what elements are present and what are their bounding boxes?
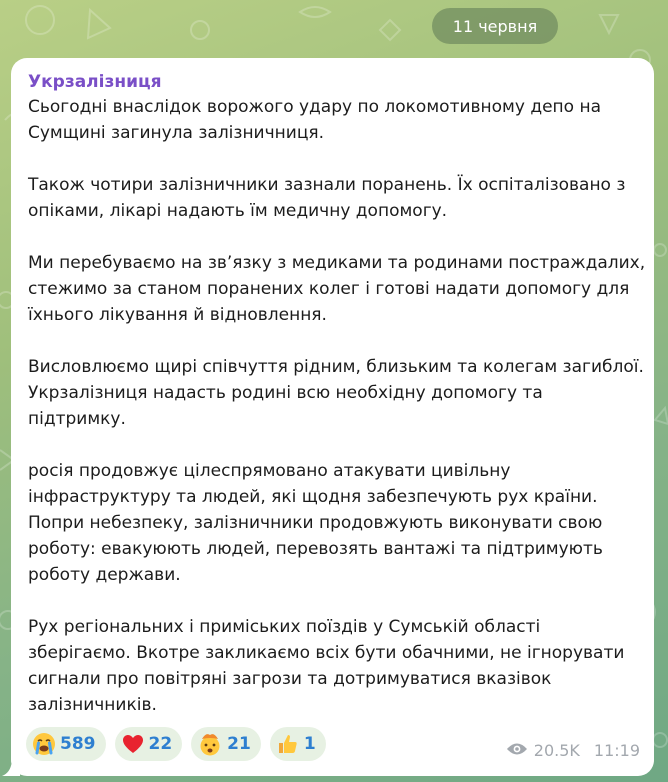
reaction-count: 22 — [148, 734, 173, 754]
message-bubble[interactable] — [11, 58, 654, 776]
message-paragraph: Сьогодні внаслідок ворожого удару по локомотивному депо на Сумщині загинула залізничниця. — [28, 97, 602, 143]
date-label: 11 червня — [452, 16, 538, 36]
message-paragraph: Висловлюємо щирі співчуття рідним, близьким та колегам загиблої. Укрзалізниця надасть родині всю необхідну допомогу та підтримку. — [28, 357, 644, 429]
eye-icon — [506, 741, 528, 760]
reaction-crying[interactable] — [26, 727, 106, 761]
reaction-count: 21 — [227, 734, 251, 754]
reaction-count: 1 — [303, 734, 316, 754]
message-meta — [506, 741, 640, 760]
message-paragraph: Також чотири залізничники зазнали поранень. Їх оспіталізовано з опіками, лікарі надають їм медичну допомогу. — [28, 175, 626, 221]
red-heart-icon — [121, 732, 145, 756]
reaction-thumbs-up[interactable] — [270, 727, 326, 761]
thumbs-up-icon — [276, 732, 300, 756]
reaction-count: 589 — [60, 734, 96, 754]
reaction-heart[interactable] — [115, 727, 183, 761]
reaction-exploding-head[interactable] — [191, 727, 261, 761]
date-separator — [432, 8, 558, 44]
view-count: 20.5K — [533, 741, 580, 760]
exploding-head-icon — [197, 732, 223, 756]
message-paragraph: Рух регіональних і приміських поїздів у Сумській області зберігаємо. Вкотре закликаємо всіх бути обачними, не ігнорувати сигнали про повітряні загрози та дотримуватися вказівок залізничників. — [28, 617, 625, 715]
crying-face-icon — [32, 732, 56, 756]
reactions-bar — [26, 727, 326, 761]
message-text — [28, 94, 646, 718]
message-paragraph: Ми перебуваємо на зв’язку з медиками та родинами постраждалих, стежимо за станом поранених колег і готові надати допомогу для їхнього лікування й відновлення. — [28, 253, 646, 325]
message-time: 11:19 — [593, 741, 640, 760]
sender-name[interactable]: Укрзалізниця — [28, 72, 162, 92]
message-paragraph: росія продовжує цілеспрямовано атакувати цивільну інфраструктуру та людей, які щодня забезпечують рух країни. Попри небезпеку, залізничники продовжують виконувати свою роботу: евакуюють людей, перевозять вантажі та підтримують роботу держави. — [28, 461, 603, 585]
